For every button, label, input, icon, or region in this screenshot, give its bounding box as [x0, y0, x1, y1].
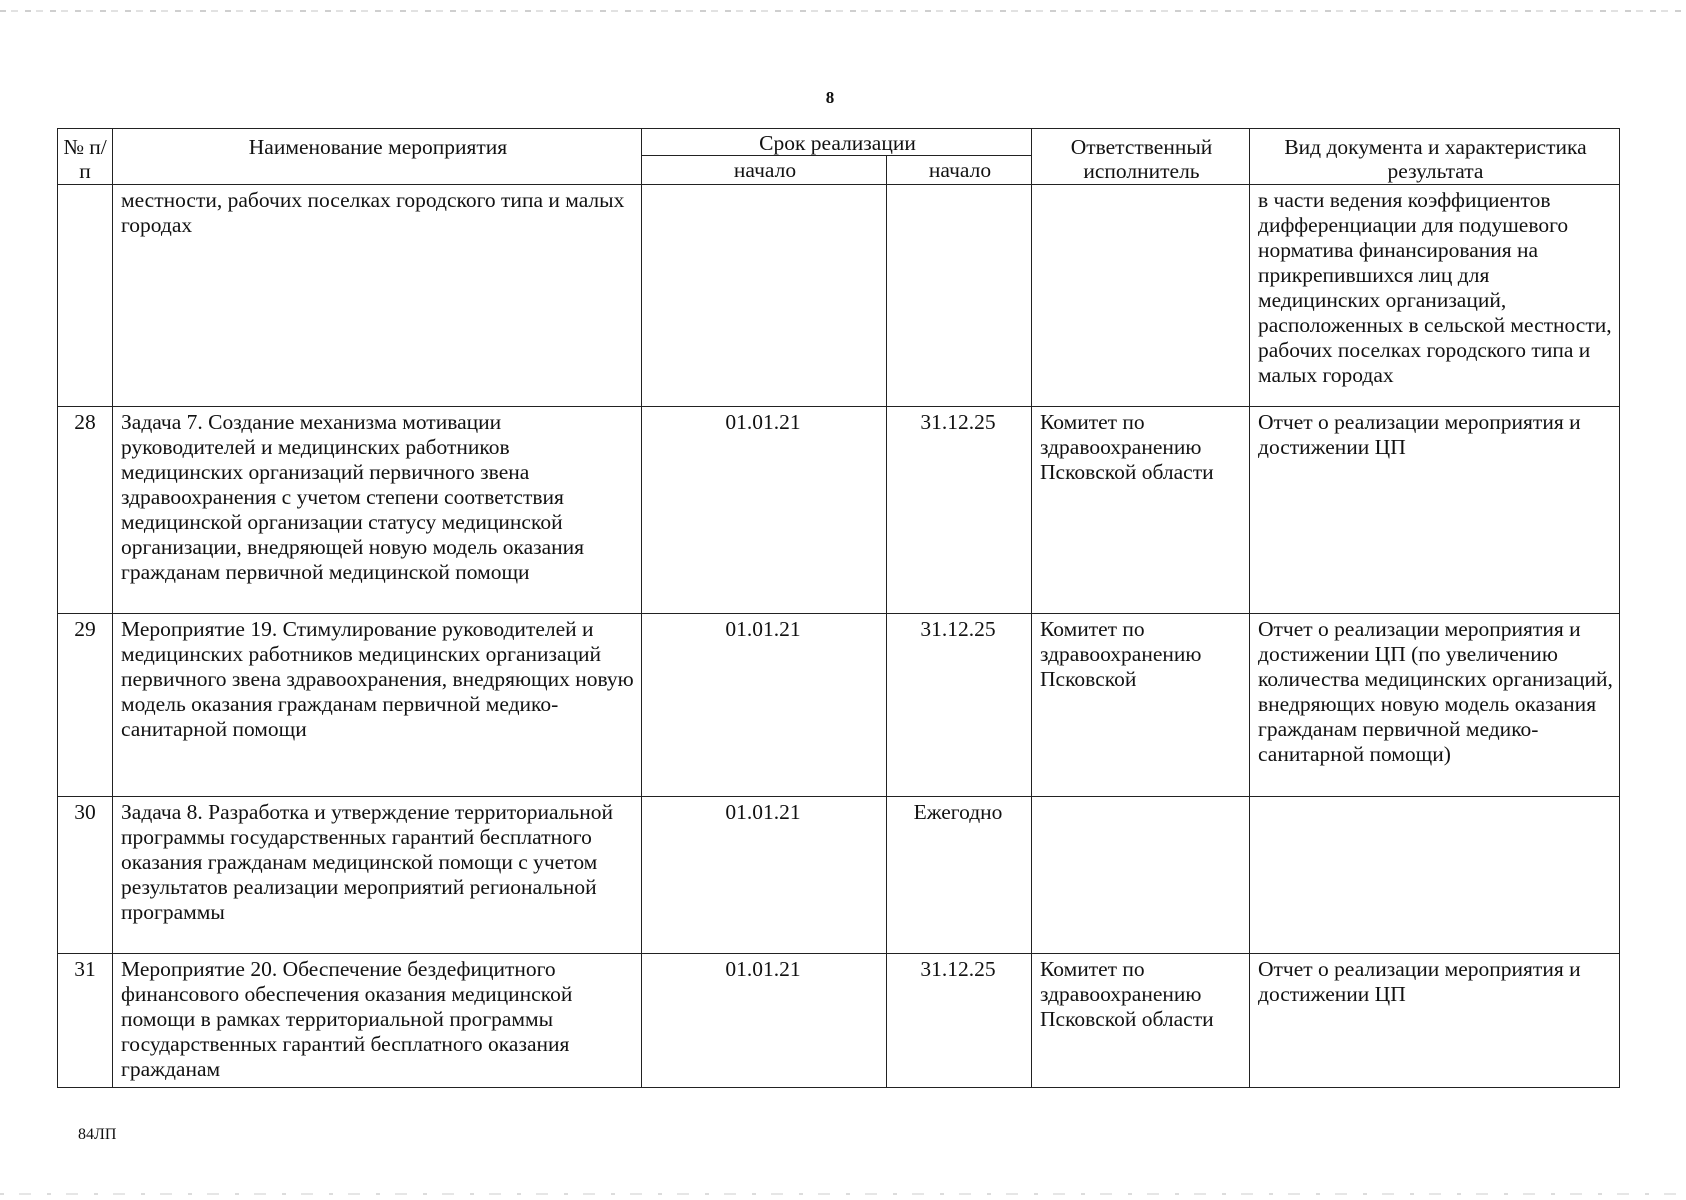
document-code: 84ЛП: [78, 1126, 117, 1143]
row-num: 29: [58, 614, 113, 797]
scan-edge-bottom: [0, 1193, 1686, 1195]
row-start: 01.01.21: [642, 954, 887, 1088]
table-row: [58, 797, 1620, 954]
events-table: [57, 128, 1620, 1088]
row-num: 28: [58, 407, 113, 614]
row-responsible: [1032, 797, 1250, 954]
row-document: Отчет о реализации мероприятия и достижении ЦП: [1250, 407, 1620, 614]
row-responsible: [1032, 185, 1250, 407]
header-num: № п/п: [58, 129, 113, 185]
header-responsible: Ответственный исполнитель: [1032, 129, 1250, 185]
row-end: 31.12.25: [887, 954, 1032, 1088]
header-end: начало: [887, 156, 1032, 185]
header-period: Срок реализации: [642, 129, 1032, 156]
row-name: Задача 7. Создание механизма мотивации руководителей и медицинских работников медицинских организаций первичного звена здравоохранения с учетом степени соответствия медицинской организации статусу медицинской организации, внедряющей новую модель оказания гражданам первичной медицинской помощи: [113, 407, 642, 614]
row-name: Мероприятие 20. Обеспечение бездефицитного финансового обеспечения оказания медицинской помощи в рамках территориальной программы государственных гарантий бесплатного оказания гражданам: [113, 954, 642, 1088]
row-num: 30: [58, 797, 113, 954]
row-document: Отчет о реализации мероприятия и достижении ЦП: [1250, 954, 1620, 1088]
row-end: 31.12.25: [887, 614, 1032, 797]
table-header-row: [58, 129, 1620, 156]
row-end: 31.12.25: [887, 407, 1032, 614]
header-start: начало: [642, 156, 887, 185]
row-document: [1250, 797, 1620, 954]
row-start: 01.01.21: [642, 797, 887, 954]
row-end: Ежегодно: [887, 797, 1032, 954]
page-number: 8: [825, 88, 835, 107]
row-name: Мероприятие 19. Стимулирование руководителей и медицинских работников медицинских организаций первичного звена здравоохранения, внедряющих новую модель оказания гражданам первичной медико-санитарной помощи: [113, 614, 642, 797]
table-row: [58, 954, 1620, 1088]
row-responsible: Комитет по здравоохранению Псковской: [1032, 614, 1250, 797]
row-document: Отчет о реализации мероприятия и достижении ЦП (по увеличению количества медицинских организаций, внедряющих новую модель оказания гражданам первичной медико-санитарной помощи): [1250, 614, 1620, 797]
table-row: [58, 407, 1620, 614]
row-num: [58, 185, 113, 407]
header-name: Наименование мероприятия: [113, 129, 642, 185]
table-row: [58, 614, 1620, 797]
row-responsible: Комитет по здравоохранению Псковской области: [1032, 407, 1250, 614]
row-end: [887, 185, 1032, 407]
row-start: [642, 185, 887, 407]
row-responsible: Комитет по здравоохранению Псковской области: [1032, 954, 1250, 1088]
row-start: 01.01.21: [642, 614, 887, 797]
table-row: [58, 185, 1620, 407]
header-document: Вид документа и характеристика результата: [1250, 129, 1620, 185]
row-start: 01.01.21: [642, 407, 887, 614]
row-name: Задача 8. Разработка и утверждение территориальной программы государственных гарантий бесплатного оказания гражданам медицинской помощи с учетом результатов реализации мероприятий региональной программы: [113, 797, 642, 954]
row-name: местности, рабочих поселках городского типа и малых городах: [113, 185, 642, 407]
scan-edge-top: [0, 10, 1686, 12]
row-document: в части ведения коэффициентов дифференциации для подушевого норматива финансирования на прикрепившихся лиц для медицинских организаций, расположенных в сельской местности, рабочих поселках городского типа и малых городах: [1250, 185, 1620, 407]
row-num: 31: [58, 954, 113, 1088]
